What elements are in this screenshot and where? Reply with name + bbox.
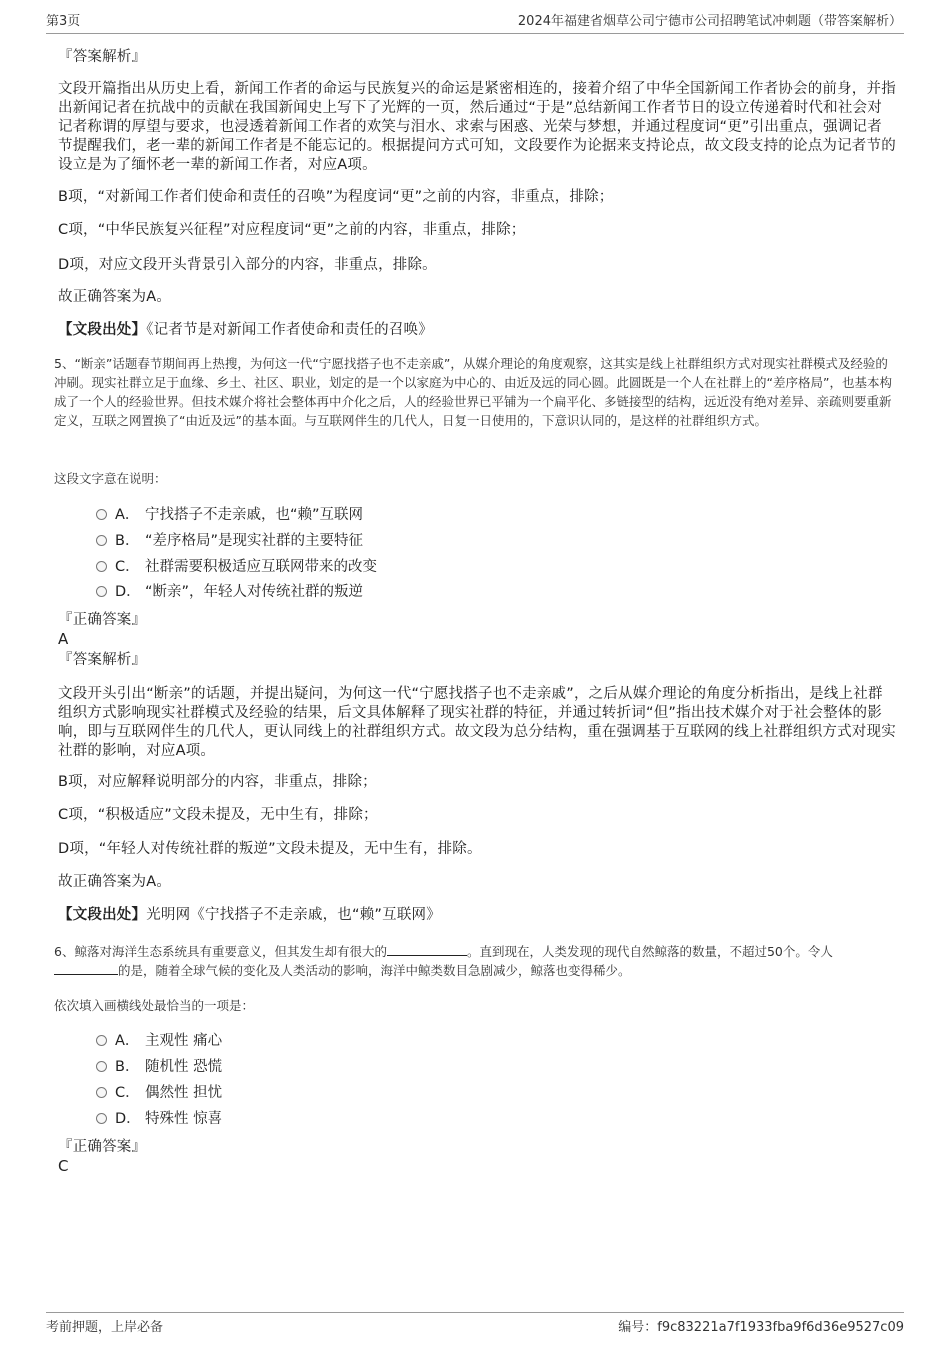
q6-stem-part3: 的是，随着全球气候的变化及人类活动的影响，海洋中鲸类数目急剧减少，鲸落也变得稀少。 [118,963,631,978]
radio-button-icon[interactable] [96,535,107,546]
q4-source [58,321,896,340]
option-text: “断亲”，年轻人对传统社群的叛逆 [145,584,364,600]
q5-source [58,906,896,925]
option-letter: B． [115,1059,140,1075]
fill-blank-2[interactable] [54,962,118,975]
q5-source-text: 光明网《宁找搭子不走亲戚，也“赖”互联网》 [146,907,441,923]
page-number-label: 第3页 [46,14,81,29]
q6-answer-heading: 『正确答案』 [58,1139,147,1155]
q6-stem-part2: 。直到现在，人类发现的现代自然鲸落的数量，不超过50个。令人 [466,944,833,959]
option-text: 特殊性 惊喜 [145,1111,223,1127]
q4-source-text: 《记者节是对新闻工作者使命和责任的召唤》 [146,322,433,338]
q5-option-b-explanation: B项，对应解释说明部分的内容，非重点，排除； [58,774,377,790]
q4-source-label: 【文段出处】 [58,322,147,338]
q5-analysis-heading: 『答案解析』 [58,652,147,668]
option-letter: A． [115,1033,140,1049]
q4-option-b-explanation: B项，“对新闻工作者们使命和责任的召唤”为程度词“更”之前的内容，非重点，排除； [58,189,614,205]
radio-button-icon[interactable] [96,1113,107,1124]
q5-answer-heading: 『正确答案』 [58,612,147,628]
page-header [46,14,904,34]
option-letter: C． [115,1085,140,1101]
q4-analysis-paragraph: 文段开篇指出从历史上看，新闻工作者的命运与民族复兴的命运是紧密相连的，接着介绍了中华全国新闻工作者协会的前身，并指出新闻记者在抗战中的贡献在我国新闻史上写下了光辉的一页，然后通过“于是”总结新闻工作者节日的设立传递着时代和社会对记者称谓的厚望与要求，也浸透着新闻工作者的欢笑与泪水、求索与困惑、光荣与梦想，并通过程度词“更”引出重点，强调记者节提醒我们，老一辈的新闻工作者是不能忘记的。根据提问方式可知，文段要作为论据来支持论点，故文段支持的论点为记者节的设立是为了缅怀老一辈的新闻工作者，对应A项。 [58,81,896,173]
option-text: 宁找搭子不走亲戚，也“赖”互联网 [145,507,364,523]
option-letter: D． [115,1111,141,1127]
q4-option-c-explanation: C项，“中华民族复兴征程”对应程度词“更”之前的内容，非重点，排除； [58,222,526,238]
q5-source-label: 【文段出处】 [58,907,147,923]
q6-option-a[interactable] [96,1032,222,1052]
option-text: 随机性 恐慌 [145,1059,223,1075]
radio-button-icon[interactable] [96,586,107,597]
q4-conclusion: 故正确答案为A。 [58,289,172,305]
fill-blank-1[interactable] [387,943,467,956]
q6-option-c[interactable] [96,1084,222,1104]
option-letter: A． [115,507,140,523]
option-letter: B． [115,533,140,549]
q4-analysis-heading: 『答案解析』 [58,49,147,65]
q6-stem [54,942,898,980]
q5-option-c[interactable] [96,558,377,578]
document-title: 2024年福建省烟草公司宁德市公司招聘笔试冲刺题（带答案解析） [517,14,902,29]
q5-option-a[interactable] [96,506,363,526]
radio-button-icon[interactable] [96,1035,107,1046]
q5-option-d[interactable] [96,583,363,603]
q5-conclusion: 故正确答案为A。 [58,874,172,890]
q5-stem: 5、“断亲”话题春节期间再上热搜，为何这一代“宁愿找搭子也不走亲戚”，从媒介理论的角度观察，这其实是线上社群组织方式对现实社群模式及经验的冲刷。现实社群立足于血缘、乡土、社区、职业，划定的是一个以家庭为中心的、由近及远的同心圆。此圆既是一个人在社群上的“差序格局”，也基本构成了一个人的经验世界。但技术媒介将社会整体再中介化之后，人的经验世界已平铺为一个扁平化、多链接型的结构，远近没有绝对差异、亲疏则要重新定义，互联之网置换了“由近及远”的基本面。与互联网伴生的几代人，日复一日使用的，下意识认同的，是这样的社群组织方式。 [54,356,892,428]
option-text: 主观性 痛心 [145,1033,223,1049]
option-text: “差序格局”是现实社群的主要特征 [145,533,364,549]
q6-option-d[interactable] [96,1110,222,1130]
q5-option-d-explanation: D项，“年轻人对传统社群的叛逆”文段未提及，无中生有，排除。 [58,841,482,857]
q5-answer: A [58,630,69,648]
option-text: 社群需要积极适应互联网带来的改变 [145,559,377,575]
q6-answer: C [58,1157,69,1175]
footer-slogan: 考前押题，上岸必备 [46,1320,164,1335]
q6-stem-part1: 6、鲸落对海洋生态系统具有重要意义，但其发生却有很大的 [54,944,387,959]
q6-prompt: 依次填入画横线处最恰当的一项是： [54,998,255,1013]
radio-button-icon[interactable] [96,561,107,572]
option-letter: C． [115,559,140,575]
q5-option-b[interactable] [96,532,363,552]
page-footer [46,1312,904,1333]
q5-analysis-paragraph: 文段开头引出“断亲”的话题，并提出疑问，为何这一代“宁愿找搭子也不走亲戚”，之后从媒介理论的角度分析指出，是线上社群组织方式影响现实社群模式及经验的结果，后文具体解释了现实社群的特征，并通过转折词“但”指出技术媒介对于社会整体的影响，即与互联网伴生的几代人，更认同线上的社群组织方式。故文段为总分结构，重在强调基于互联网的线上社群组织方式对现实社群的影响，对应A项。 [58,686,896,759]
q6-option-b[interactable] [96,1058,222,1078]
q4-option-d-explanation: D项，对应文段开头背景引入部分的内容，非重点，排除。 [58,257,437,273]
option-letter: D． [115,584,141,600]
radio-button-icon[interactable] [96,509,107,520]
q5-prompt: 这段文字意在说明： [54,471,167,486]
radio-button-icon[interactable] [96,1087,107,1098]
option-text: 偶然性 担忧 [145,1085,223,1101]
q5-option-c-explanation: C项，“积极适应”文段未提及，无中生有，排除； [58,807,378,823]
radio-button-icon[interactable] [96,1061,107,1072]
document-code: 编号：f9c83221a7f1933fba9f6d36e9527c09 [618,1320,904,1335]
